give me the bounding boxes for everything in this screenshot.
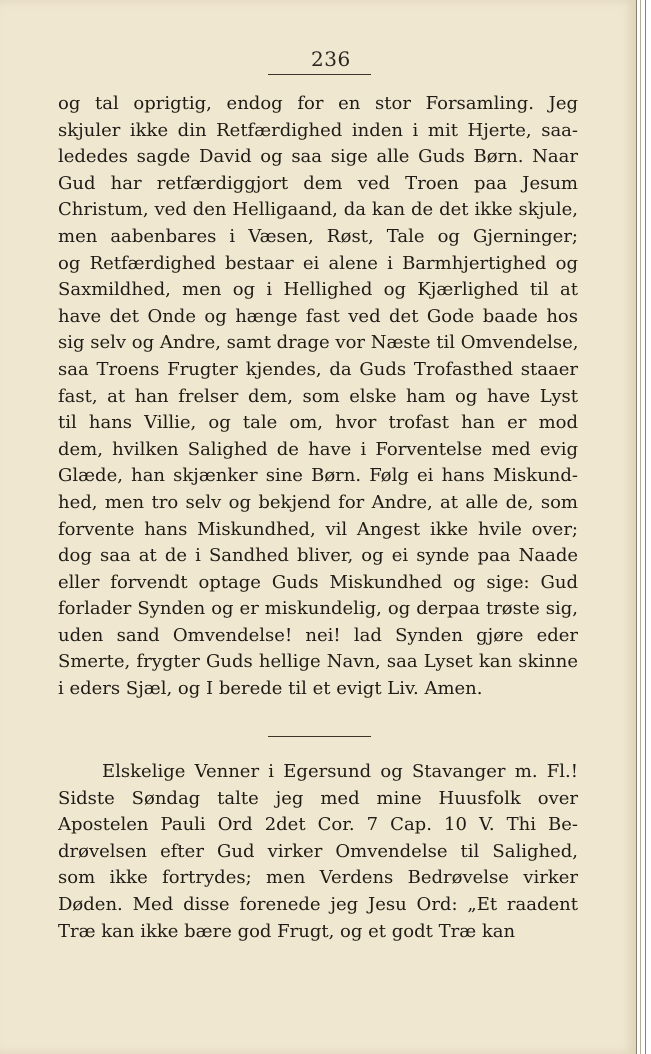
text-line: og tal oprigtig, endog for en stor Forsamling. Jeg <box>58 93 578 114</box>
text-line: forlader Synden og er miskundelig, og derpaa trøste sig, <box>58 598 578 620</box>
text-line: uden sand Omvendelse! nei! lad Synden gjøre eder <box>58 624 578 646</box>
text-line: Smerte, frygter Guds hellige Navn, saa Lyset kan skinne <box>58 651 578 673</box>
text-line: som ikke fortrydes; men Verdens Bedrøvelse virker <box>58 867 578 889</box>
page-number: 236 <box>311 47 351 71</box>
text-line: Apostelen Pauli Ord 2det Cor. 7 Cap. 10 V. Thi Be- <box>58 814 578 836</box>
text-line: forvente hans Miskundhed, vil Angest ikke hvile over; <box>58 518 578 540</box>
text-line: Træ kan ikke bære god Frugt, og et godt Træ kan <box>58 920 516 942</box>
text-line: men aabenbares i Væsen, Røst, Tale og Gjerninger; <box>58 225 578 247</box>
text-line: Glæde, han skjænker sine Børn. Følg ei hans Miskund- <box>58 465 578 487</box>
text-line: Gud har retfærdiggjort dem ved Troen paa Jesum <box>58 172 578 194</box>
text-line: skjuler ikke din Retfærdighed inden i mit Hjerte, saa- <box>58 119 578 141</box>
paragraph-1 <box>58 91 578 703</box>
text-line: drøvelsen efter Gud virker Omvendelse til Salighed, <box>58 840 578 862</box>
text-line: til hans Villie, og tale om, hvor trofast han er mod <box>58 412 578 434</box>
text-line: dem, hvilken Salighed de have i Forventelse med evig <box>58 438 578 460</box>
page-edge <box>636 0 637 1054</box>
text-line: hed, men tro selv og bekjend for Andre, at alle de, som <box>58 491 578 513</box>
text-line: saa Troens Frugter kjendes, da Guds Trofasthed staaer <box>58 358 578 380</box>
text-line: Sidste Søndag talte jeg med mine Huusfolk over <box>58 787 578 809</box>
text-line: sig selv og Andre, samt drage vor Næste til Omvendelse, <box>58 332 579 354</box>
header-rule <box>268 74 371 75</box>
text-line: lededes sagde David og saa sige alle Guds Børn. Naar <box>58 146 578 168</box>
text-line: og Retfærdighed bestaar ei alene i Barmhjertighed og <box>58 252 578 274</box>
paragraph-2 <box>58 759 578 945</box>
text-line: Døden. Med disse forenede jeg Jesu Ord: „Et raadent <box>58 893 578 915</box>
section-divider <box>268 736 371 737</box>
text-line: have det Onde og hænge fast ved det Gode baade hos <box>58 305 578 327</box>
text-line: Christum, ved den Helligaand, da kan de det ikke skjule, <box>58 199 578 221</box>
page-edge <box>640 0 641 1054</box>
text-line: Elskelige Venner i Egersund og Stavanger m. Fl.! <box>102 761 578 782</box>
text-line: i eders Sjæl, og I berede til et evigt Liv. Amen. <box>58 678 483 700</box>
text-line: dog saa at de i Sandhed bliver, og ei synde paa Naade <box>58 545 578 567</box>
text-line: Saxmildhed, men og i Hellighed og Kjærlighed til at <box>58 279 578 301</box>
text-line: fast, at han frelser dem, som elske ham og have Lyst <box>58 385 578 407</box>
text-line: eller forvendt optage Guds Miskundhed og sige: Gud <box>58 571 578 593</box>
page-edge <box>645 0 646 1054</box>
